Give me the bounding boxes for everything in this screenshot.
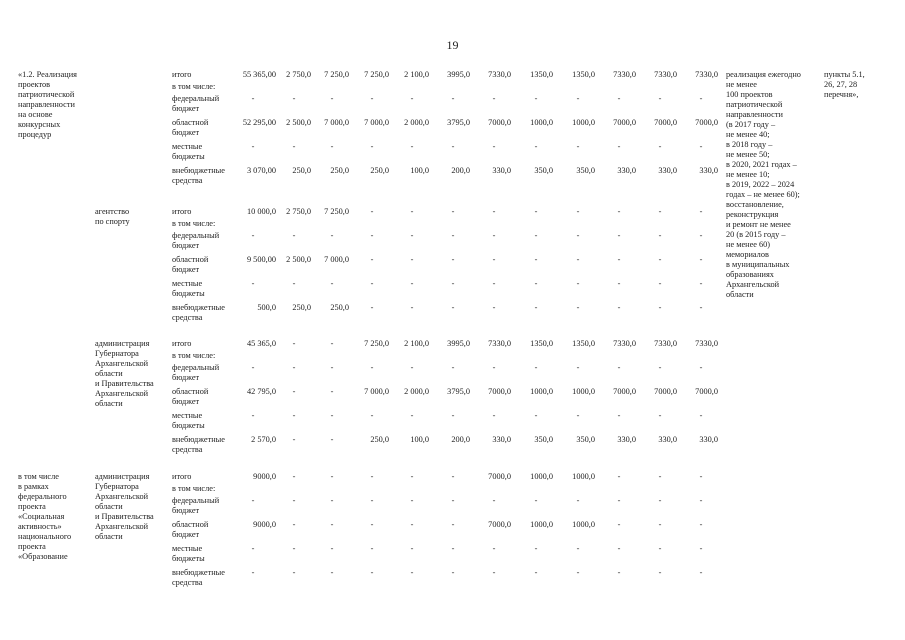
value-cell: - [576, 363, 580, 372]
value-cell: - [330, 472, 334, 481]
value-cell: - [617, 255, 621, 264]
value-cell: - [330, 387, 334, 396]
value-cell: 7330,0 [488, 339, 511, 348]
value-cell: - [534, 207, 538, 216]
value-cell: - [534, 303, 538, 312]
row-label: федеральный бюджет [172, 363, 220, 382]
value-cell: - [410, 411, 414, 420]
value-cell: 330,0 [492, 435, 511, 444]
value-cell: 7 000,0 [364, 387, 389, 396]
value-cell: - [410, 207, 414, 216]
value-cell: - [492, 544, 496, 553]
value-cell: - [492, 94, 496, 103]
value-cell: 7330,0 [654, 70, 677, 79]
value-cell: 3995,0 [447, 339, 470, 348]
value-cell: - [330, 544, 334, 553]
value-cell: 7 250,0 [324, 70, 349, 79]
value-cell: - [658, 520, 662, 529]
row-label: в том числе: [172, 351, 216, 360]
value-cell: 7000,0 [488, 520, 511, 529]
row-label: областной бюджет [172, 118, 209, 137]
value-cell: - [576, 142, 580, 151]
value-cell: 2 570,0 [251, 435, 276, 444]
value-cell: 250,0 [330, 303, 349, 312]
value-cell: 7000,0 [488, 387, 511, 396]
value-cell: - [617, 520, 621, 529]
row-label: итого [172, 472, 192, 481]
row-label: внебюджетные средства [172, 435, 225, 454]
value-cell: 2 100,0 [404, 339, 429, 348]
project-title: «1.2. Реализация проектов патриотической направленности на основе конкурсных процедур [18, 70, 77, 139]
value-cell: 7330,0 [654, 339, 677, 348]
value-cell: - [658, 303, 662, 312]
value-cell: 1000,0 [572, 520, 595, 529]
value-cell: 7000,0 [654, 387, 677, 396]
value-cell: - [617, 363, 621, 372]
value-cell: 7 000,0 [324, 118, 349, 127]
value-cell: - [451, 472, 455, 481]
expected-result: реализация ежегодно не менее 100 проектов патриотической направленности (в 2017 году – не менее 40; в 2018 году – не менее 50; в 2020, 2021 годах – не менее 10; в 2019, 2022 – 2024 годах – не менее 60); восстановление, реконструкция и ремонт не менее 20 (в 2015 году – не менее 60) мемориалов в муниципальных образованиях Архангельской области [726, 70, 801, 299]
value-cell: - [658, 411, 662, 420]
value-cell: - [292, 231, 296, 240]
value-cell: 9000,0 [253, 520, 276, 529]
value-cell: 350,0 [534, 435, 553, 444]
value-cell: - [492, 496, 496, 505]
value-cell: - [699, 472, 703, 481]
value-cell: - [251, 142, 255, 151]
value-cell: - [292, 142, 296, 151]
value-cell: - [410, 255, 414, 264]
value-cell: - [658, 255, 662, 264]
value-cell: - [699, 231, 703, 240]
page-number: 19 [446, 38, 459, 52]
value-cell: - [370, 520, 374, 529]
value-cell: - [617, 231, 621, 240]
value-cell: - [292, 520, 296, 529]
value-cell: 3995,0 [447, 70, 470, 79]
value-cell: - [292, 363, 296, 372]
row-label: внебюджетные средства [172, 568, 225, 587]
value-cell: - [330, 435, 334, 444]
value-cell: - [617, 472, 621, 481]
value-cell: - [576, 255, 580, 264]
value-cell: 7000,0 [488, 472, 511, 481]
value-cell: 1000,0 [530, 472, 553, 481]
value-cell: - [410, 363, 414, 372]
value-cell: - [330, 568, 334, 577]
value-cell: - [410, 544, 414, 553]
value-cell: - [251, 544, 255, 553]
value-cell: 350,0 [576, 166, 595, 175]
value-cell: - [576, 94, 580, 103]
value-cell: - [576, 303, 580, 312]
value-cell: - [451, 363, 455, 372]
value-cell: - [410, 142, 414, 151]
value-cell: 7 250,0 [364, 339, 389, 348]
value-cell: 330,0 [658, 166, 677, 175]
value-cell: 2 100,0 [404, 70, 429, 79]
value-cell: - [451, 255, 455, 264]
executor-2: агентство по спорту [95, 207, 130, 226]
value-cell: - [251, 496, 255, 505]
value-cell: - [451, 279, 455, 288]
value-cell: - [699, 411, 703, 420]
value-cell: 330,0 [617, 435, 636, 444]
value-cell: 1000,0 [530, 387, 553, 396]
value-cell: - [658, 279, 662, 288]
value-cell: 1350,0 [530, 339, 553, 348]
row-label: местные бюджеты [172, 279, 205, 298]
value-cell: 1000,0 [530, 520, 553, 529]
value-cell: - [330, 231, 334, 240]
value-cell: - [410, 472, 414, 481]
value-cell: - [292, 435, 296, 444]
value-cell: 52 295,00 [242, 118, 276, 127]
row-label: областной бюджет [172, 387, 209, 406]
value-cell: 7000,0 [613, 118, 636, 127]
value-cell: 7 250,0 [324, 207, 349, 216]
value-cell: - [370, 472, 374, 481]
value-cell: - [451, 231, 455, 240]
value-cell: - [492, 255, 496, 264]
value-cell: - [370, 363, 374, 372]
value-cell: - [451, 496, 455, 505]
value-cell: - [451, 544, 455, 553]
value-cell: - [617, 568, 621, 577]
value-cell: - [451, 520, 455, 529]
value-cell: 2 000,0 [404, 387, 429, 396]
value-cell: - [699, 255, 703, 264]
value-cell: 42 795,0 [246, 387, 276, 396]
value-cell: 7000,0 [695, 118, 718, 127]
executor-4: администрация Губернатора Архангельской области и Правительства Архангельской области [95, 472, 154, 541]
value-cell: 350,0 [534, 166, 553, 175]
value-cell: - [699, 568, 703, 577]
value-cell: 250,0 [292, 166, 311, 175]
value-cell: - [292, 387, 296, 396]
value-cell: - [658, 207, 662, 216]
value-cell: - [576, 544, 580, 553]
value-cell: - [410, 520, 414, 529]
value-cell: - [699, 363, 703, 372]
value-cell: - [617, 411, 621, 420]
value-cell: - [617, 303, 621, 312]
value-cell: - [534, 231, 538, 240]
value-cell: 55 365,00 [242, 70, 276, 79]
value-cell: 330,0 [699, 166, 718, 175]
value-cell: - [451, 411, 455, 420]
row-label: местные бюджеты [172, 411, 205, 430]
value-cell: 3795,0 [447, 387, 470, 396]
value-cell: - [534, 411, 538, 420]
value-cell: - [492, 279, 496, 288]
row-label: в том числе: [172, 82, 216, 91]
value-cell: - [576, 496, 580, 505]
row-label: итого [172, 207, 192, 216]
value-cell: 330,0 [658, 435, 677, 444]
value-cell: - [658, 472, 662, 481]
value-cell: - [534, 544, 538, 553]
value-cell: - [492, 231, 496, 240]
value-cell: 45 365,0 [246, 339, 276, 348]
value-cell: 7330,0 [488, 70, 511, 79]
value-cell: - [699, 207, 703, 216]
value-cell: 2 750,0 [286, 70, 311, 79]
value-cell: - [534, 363, 538, 372]
value-cell: - [576, 279, 580, 288]
reference-note: пункты 5.1, 26, 27, 28 перечня», [824, 70, 865, 99]
value-cell: - [451, 207, 455, 216]
value-cell: 330,0 [617, 166, 636, 175]
value-cell: - [492, 142, 496, 151]
value-cell: 2 750,0 [286, 207, 311, 216]
value-cell: 250,0 [370, 166, 389, 175]
value-cell: - [492, 411, 496, 420]
value-cell: - [370, 94, 374, 103]
value-cell: - [699, 496, 703, 505]
value-cell: 2 500,0 [286, 255, 311, 264]
value-cell: 500,0 [257, 303, 276, 312]
value-cell: - [617, 142, 621, 151]
value-cell: - [699, 303, 703, 312]
value-cell: 7330,0 [613, 70, 636, 79]
value-cell: - [410, 568, 414, 577]
value-cell: 3795,0 [447, 118, 470, 127]
value-cell: - [617, 279, 621, 288]
value-cell: - [492, 568, 496, 577]
row-label: местные бюджеты [172, 142, 205, 161]
value-cell: - [292, 279, 296, 288]
value-cell: - [292, 339, 296, 348]
value-cell: - [292, 568, 296, 577]
value-cell: 200,0 [451, 435, 470, 444]
value-cell: - [330, 363, 334, 372]
value-cell: - [330, 520, 334, 529]
value-cell: - [699, 520, 703, 529]
row-label: федеральный бюджет [172, 231, 220, 250]
executor-3: администрация Губернатора Архангельской области и Правительства Архангельской области [95, 339, 154, 408]
value-cell: - [534, 568, 538, 577]
value-cell: - [576, 207, 580, 216]
value-cell: 350,0 [576, 435, 595, 444]
value-cell: - [658, 231, 662, 240]
value-cell: - [292, 496, 296, 505]
value-cell: - [251, 94, 255, 103]
value-cell: - [658, 94, 662, 103]
value-cell: 330,0 [492, 166, 511, 175]
value-cell: 2 000,0 [404, 118, 429, 127]
value-cell: - [370, 207, 374, 216]
value-cell: - [492, 303, 496, 312]
value-cell: - [534, 94, 538, 103]
value-cell: 7 000,0 [324, 255, 349, 264]
value-cell: 250,0 [370, 435, 389, 444]
value-cell: - [292, 94, 296, 103]
value-cell: - [330, 142, 334, 151]
value-cell: 1000,0 [572, 118, 595, 127]
value-cell: - [617, 94, 621, 103]
value-cell: - [658, 544, 662, 553]
value-cell: - [410, 231, 414, 240]
value-cell: - [370, 568, 374, 577]
value-cell: 7 000,0 [364, 118, 389, 127]
value-cell: 100,0 [410, 435, 429, 444]
value-cell: - [251, 363, 255, 372]
value-cell: - [370, 142, 374, 151]
value-cell: - [451, 568, 455, 577]
row-label: итого [172, 70, 192, 79]
value-cell: - [492, 207, 496, 216]
value-cell: 200,0 [451, 166, 470, 175]
value-cell: - [534, 279, 538, 288]
value-cell: - [658, 496, 662, 505]
value-cell: 250,0 [330, 166, 349, 175]
row-label: местные бюджеты [172, 544, 205, 563]
value-cell: 10 000,0 [246, 207, 276, 216]
value-cell: - [699, 94, 703, 103]
value-cell: - [251, 411, 255, 420]
row-label: областной бюджет [172, 255, 209, 274]
value-cell: 1350,0 [530, 70, 553, 79]
value-cell: - [251, 568, 255, 577]
value-cell: - [370, 255, 374, 264]
value-cell: - [330, 411, 334, 420]
value-cell: 2 500,0 [286, 118, 311, 127]
value-cell: - [292, 411, 296, 420]
value-cell: 7330,0 [695, 339, 718, 348]
value-cell: - [330, 94, 334, 103]
value-cell: 9000,0 [253, 472, 276, 481]
value-cell: - [534, 496, 538, 505]
value-cell: - [292, 472, 296, 481]
row-label: федеральный бюджет [172, 496, 220, 515]
value-cell: - [370, 544, 374, 553]
value-cell: - [410, 279, 414, 288]
row-label: итого [172, 339, 192, 348]
value-cell: - [534, 255, 538, 264]
value-cell: - [658, 142, 662, 151]
value-cell: - [370, 303, 374, 312]
value-cell: 7000,0 [654, 118, 677, 127]
row-label: областной бюджет [172, 520, 209, 539]
value-cell: - [617, 496, 621, 505]
value-cell: - [617, 544, 621, 553]
value-cell: - [251, 279, 255, 288]
value-cell: - [410, 303, 414, 312]
value-cell: - [251, 231, 255, 240]
value-cell: 7000,0 [488, 118, 511, 127]
value-cell: - [658, 363, 662, 372]
value-cell: - [370, 231, 374, 240]
value-cell: - [617, 207, 621, 216]
value-cell: - [699, 544, 703, 553]
value-cell: - [330, 279, 334, 288]
value-cell: 7000,0 [613, 387, 636, 396]
value-cell: - [576, 568, 580, 577]
value-cell: - [451, 94, 455, 103]
value-cell: 330,0 [699, 435, 718, 444]
value-cell: - [451, 142, 455, 151]
value-cell: - [370, 279, 374, 288]
value-cell: - [699, 142, 703, 151]
value-cell: 7 250,0 [364, 70, 389, 79]
row-label: внебюджетные средства [172, 166, 225, 185]
row-label: федеральный бюджет [172, 94, 220, 113]
value-cell: 1000,0 [572, 472, 595, 481]
value-cell: - [410, 496, 414, 505]
value-cell: - [658, 568, 662, 577]
value-cell: - [534, 142, 538, 151]
value-cell: - [576, 411, 580, 420]
value-cell: 1000,0 [572, 387, 595, 396]
value-cell: - [370, 496, 374, 505]
row-label: внебюджетные средства [172, 303, 225, 322]
value-cell: - [699, 279, 703, 288]
value-cell: - [330, 339, 334, 348]
value-cell: 250,0 [292, 303, 311, 312]
value-cell: 7000,0 [695, 387, 718, 396]
value-cell: 1350,0 [572, 339, 595, 348]
value-cell: - [330, 496, 334, 505]
row-label: в том числе: [172, 484, 216, 493]
value-cell: 3 070,00 [246, 166, 276, 175]
value-cell: 9 500,00 [246, 255, 276, 264]
value-cell: - [576, 231, 580, 240]
value-cell: - [370, 411, 374, 420]
value-cell: 7330,0 [695, 70, 718, 79]
federal-project-note: в том числе в рамках федерального проекта «Социальная активность» национального проекта «Образование [18, 472, 72, 561]
value-cell: 7330,0 [613, 339, 636, 348]
value-cell: - [492, 363, 496, 372]
value-cell: - [410, 94, 414, 103]
row-label: в том числе: [172, 219, 216, 228]
value-cell: - [451, 303, 455, 312]
value-cell: - [292, 544, 296, 553]
value-cell: 1350,0 [572, 70, 595, 79]
value-cell: 100,0 [410, 166, 429, 175]
value-cell: 1000,0 [530, 118, 553, 127]
